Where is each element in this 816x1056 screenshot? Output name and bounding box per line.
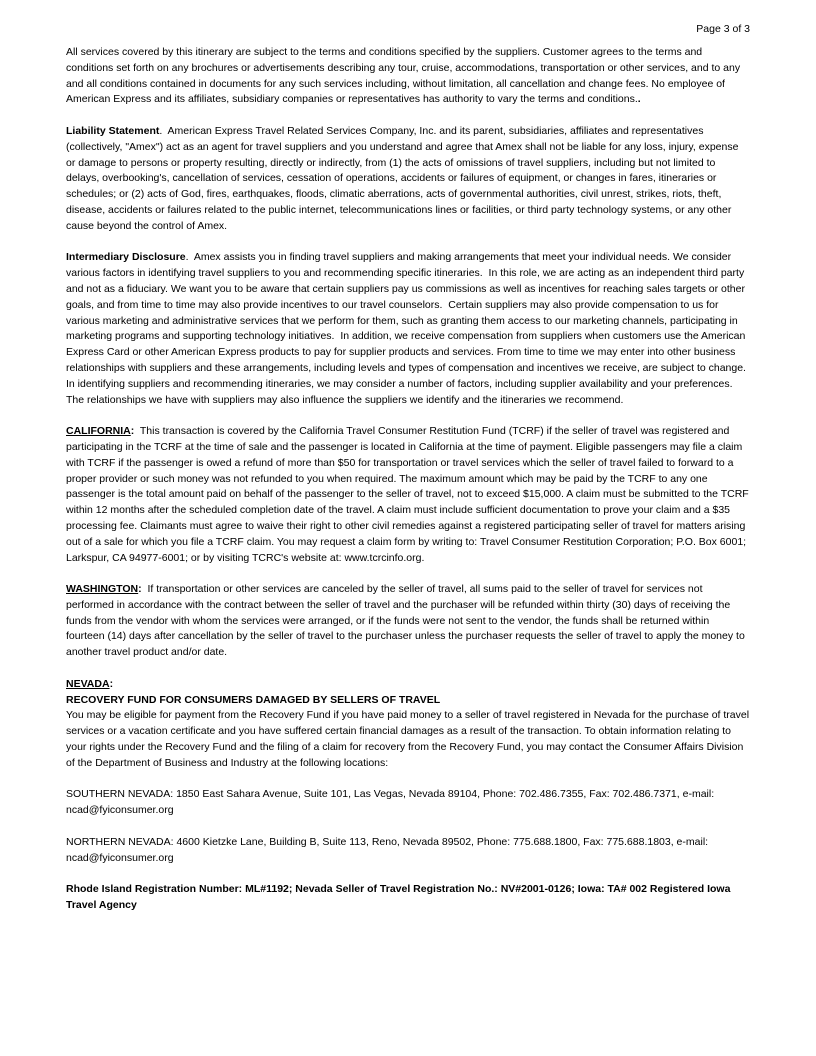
document-body	[66, 45, 750, 914]
southern-nevada-paragraph	[66, 787, 750, 819]
northern-nevada-paragraph	[66, 835, 750, 867]
text-segment: All services covered by this itinerary are subject to the terms and conditions specified by the suppliers. Customer agrees to the terms and conditions set forth on any brochures or advertisements describing any tour, cruise, accommodations, transportation or other services, and to any and all conditions contained in documents for any such services including, without limitation, all cancellation and change fees. No employee of American Express and its affiliates, subsidiary companies or representatives has authority to vary the terms and conditions.	[66, 46, 744, 106]
bold-text-segment: .	[637, 93, 641, 106]
bold-text-segment: Rhode Island Registration Number: ML#1192; Nevada Seller of Travel Registration No.: NV#2001-0126; Iowa: TA# 002 Registered Iowa Travel Agency	[66, 883, 734, 912]
bold-text-segment: :	[109, 677, 114, 690]
general-terms-paragraph	[66, 45, 750, 108]
bold-text-segment: :	[138, 583, 142, 596]
page-header	[696, 23, 750, 36]
text-segment: You may be eligible for payment from the Recovery Fund if you have paid money to a seller of travel registered in Nevada for the purchase of travel services or a vacation certificate and you have suffered certain financial damages as a result of the transaction. To obtain information relating to your rights under the Recovery Fund and the filing of a claim for recovery from the Recovery Fund, you may contact the Consumer Affairs Division of the Department of Business and Industry at the following locations:	[66, 709, 752, 769]
intermediary-disclosure-paragraph	[66, 250, 750, 408]
bold-text-segment: :	[130, 425, 135, 438]
section-heading: NEVADA	[66, 677, 110, 690]
text-segment: SOUTHERN NEVADA: 1850 East Sahara Avenue, Suite 101, Las Vegas, Nevada 89104, Phone: 702.486.7355, Fax: 702.486.7371, e-mail: ncad@fyiconsumer.org	[66, 788, 718, 817]
bold-text-segment: RECOVERY FUND FOR CONSUMERS DAMAGED BY SELLERS OF TRAVEL	[66, 693, 441, 706]
section-heading: WASHINGTON	[66, 583, 139, 596]
liability-statement-paragraph	[66, 124, 750, 235]
bold-text-segment: Liability Statement	[66, 124, 160, 137]
section-heading: CALIFORNIA	[66, 425, 131, 438]
page-number-label: Page 3 of 3	[696, 23, 750, 35]
washington-paragraph	[66, 582, 750, 661]
text-segment: This transaction is covered by the California Travel Consumer Restitution Fund (TCRF) if the seller of travel was registered and participating in the TCRF at the time of sale and the passenger is located in California at the time of payment. Eligible passengers may file a claim with TCRF if the passenger is owed a refund of more than $50 for transportation or travel services which the seller of travel failed to forward to a proper provider or such money was not refunded to you when required. The maximum amount which may be paid by the TCRF to any one passenger is the total amount paid on behalf of the passenger to the seller of travel, not to exceed $15,000. A claim must be submitted to the TCRF within 12 months after the scheduled completion date of the travel. A claim must include sufficient documentation to prove your claim and a $35 processing fee. Claimants must agree to waive their right to other civil remedies against a registered participating seller of travel for matters arising out of a sale for which you file a TCRF claim. You may request a claim form by writing to: Travel Consumer Restitution Corporation; P.O. Box 6001; Larkspur, CA 94977-6001; or by visiting TCRC's website at: www.tcrcinfo.org.	[66, 425, 752, 564]
california-paragraph	[66, 424, 750, 566]
bold-text-segment: Intermediary Disclosure	[66, 251, 186, 264]
text-segment: . Amex assists you in finding travel suppliers and making arrangements that meet your individual needs. We consider various factors in identifying travel suppliers to you and recommending specific itineraries. In this role, we are acting as an independent third party and not as a fiduciary. We want you to be aware that certain suppliers pay us commissions as well as incentives for reaching sales targets or other goals, and from time to time may also provide incentives to our travel counselors. Certain suppliers may also provide compensation to us for various marketing and administrative services that we perform for them, such as granting them access to our marketing channels, participating in marketing programs and supporting technology initiatives. In addition, we receive compensation from suppliers when customers use the American Express Card or other American Express products to pay for supplier products and services. From time to time we may enter into other business relationships with suppliers and these arrangements, including levels and types of compensation and incentives we receive, are subject to change. In identifying suppliers and recommending itineraries, we may consider a number of factors, including supplier availability and your preferences. The relationships we have with suppliers may also influence the suppliers we identify and the itineraries we recommend.	[66, 251, 752, 406]
registration-numbers-paragraph	[66, 882, 750, 914]
text-segment: . American Express Travel Related Services Company, Inc. and its parent, subsidiaries, affiliates and representatives (collectively, "Amex") act as an agent for travel suppliers and you understand and agree that Amex shall not be liable for any loss, injury, expense or damage to persons or property resulting, directly or indirectly, from (1) the acts of omissions of travel suppliers, including but not limited to delays, overbooking's, cancellation of services, cessation of operations, accidents or failures of equipment, or changes in fares, itineraries or schedules; or (2) acts of God, fires, earthquakes, floods, climatic aberrations, acts of governmental authorities, civil unrest, strikes, riots, theft, disease, accidents or failures related to the public internet, telecommunications lines or facilities, or third party technology systems, or any other cause beyond the control of Amex.	[66, 124, 742, 232]
text-segment: NORTHERN NEVADA: 4600 Kietzke Lane, Building B, Suite 113, Reno, Nevada 89502, Phone: 775.688.1800, Fax: 775.688.1803, e-mail: ncad@fyiconsumer.org	[66, 835, 711, 864]
text-segment: If transportation or other services are canceled by the seller of travel, all sums paid to the seller of travel for services not performed in accordance with the contract between the seller of travel and the purchaser will be refunded within thirty (30) days of receiving the funds from the vendor with whom the services were arranged, or if the funds were not sent to the vendor, the funds shall be returned within fourteen (14) days after cancellation by the seller of travel to the purchaser unless the purchaser requests the seller of travel to apply the money to another travel product and/or date.	[66, 583, 748, 659]
nevada-paragraph	[66, 677, 750, 772]
